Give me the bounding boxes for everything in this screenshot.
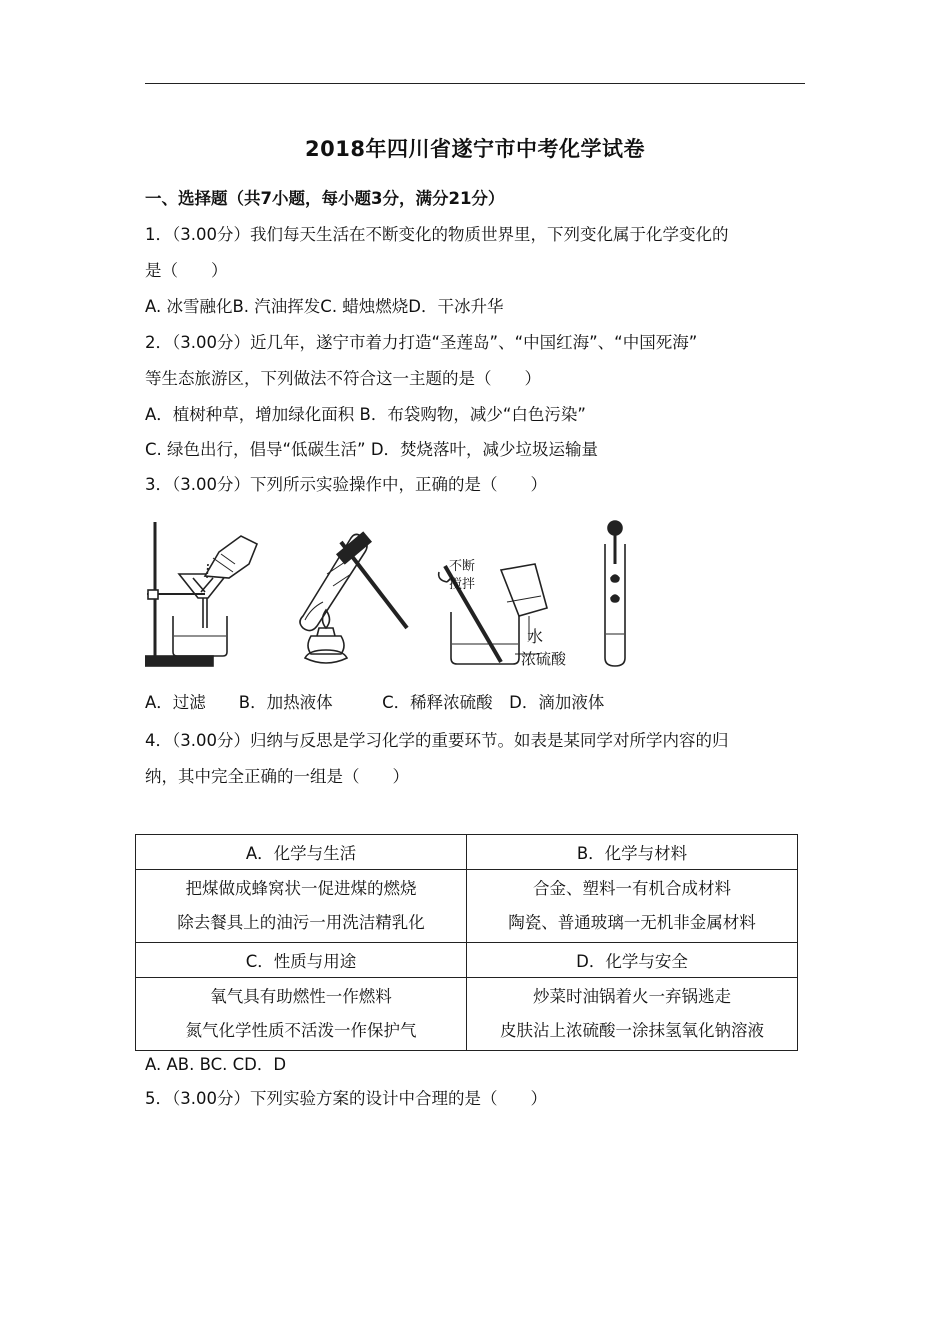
cell-b-line2: 陶瓷、普通玻璃一无机非金属材料 [508, 913, 756, 932]
cell-c-line1: 氧气具有助燃性一作燃料 [210, 987, 392, 1006]
cell-d-line1: 炒菜时油锅着火一弃锅逃走 [533, 987, 731, 1006]
q4-text-line1: 4．（3.00分）归纳与反思是学习化学的重要环节。如表是某同学对所学内容的归 [145, 731, 729, 750]
q3-figures [145, 516, 665, 672]
heating-liquid-figure [275, 516, 415, 672]
q1-text-line1: 1．（3.00分）我们每天生活在不断变化的物质世界里，下列变化属于化学变化的 [145, 225, 729, 244]
cell-b-line1: 合金、塑料一有机合成材料 [533, 879, 731, 898]
q2-options-cd: C. 绿色出行，倡导“低碳生活” D．焚烧落叶，减少垃圾运输量 [145, 440, 599, 459]
dilution-figure [435, 516, 585, 672]
cell-c-line2: 氮气化学性质不活泼一作保护气 [185, 1021, 417, 1040]
q1-text-line2: 是（ ） [145, 261, 228, 280]
q5-text: 5．（3.00分）下列实验方案的设计中合理的是（ ） [145, 1089, 547, 1108]
cell-c-body [136, 978, 467, 1051]
cell-c-head: C．性质与用途 [136, 943, 467, 978]
stir-label-1: 不断 [449, 559, 476, 574]
page-title: 2018年四川省遂宁市中考化学试卷 [305, 137, 645, 161]
water-label: 水 [527, 627, 544, 646]
q2-options-ab: A．植树种草，增加绿化面积 B．布袋购物，减少“白色污染” [145, 405, 586, 424]
cell-d-line2: 皮肤沾上浓硫酸一涂抹氢氧化钠溶液 [500, 1021, 764, 1040]
section-heading: 一、选择题（共7小题，每小题3分，满分21分） [145, 189, 505, 208]
cell-d-body [467, 978, 798, 1051]
q4-table [135, 834, 798, 1051]
q3-text: 3．（3.00分）下列所示实验操作中，正确的是（ ） [145, 475, 547, 494]
cell-b-body [467, 870, 798, 943]
q4-text-line2: 纳，其中完全正确的一组是（ ） [145, 767, 409, 786]
q4-options: A. AB. BC. CD．D [145, 1055, 287, 1074]
acid-label: 浓硫酸 [521, 650, 567, 668]
cell-a-line2: 除去餐具上的油污一用洗洁精乳化 [177, 913, 425, 932]
filtration-figure [145, 516, 265, 672]
cell-a-head: A．化学与生活 [136, 835, 467, 870]
cell-a-body [136, 870, 467, 943]
header-rule [145, 83, 805, 84]
q2-text-line1: 2．（3.00分）近几年，遂宁市着力打造“圣莲岛”、“中国红海”、“中国死海” [145, 333, 698, 352]
stir-label-2: 搅拌 [449, 577, 476, 592]
dropping-liquid-figure [595, 516, 635, 672]
cell-d-head: D．化学与安全 [467, 943, 798, 978]
cell-b-head: B．化学与材料 [467, 835, 798, 870]
q3-options: A．过滤 B．加热液体 C．稀释浓硫酸 D．滴加液体 [145, 693, 605, 712]
cell-a-line1: 把煤做成蜂窝状一促进煤的燃烧 [185, 879, 417, 898]
q2-text-line2: 等生态旅游区，下列做法不符合这一主题的是（ ） [145, 369, 541, 388]
q1-options: A. 冰雪融化B. 汽油挥发C. 蜡烛燃烧D．干冰升华 [145, 297, 504, 316]
